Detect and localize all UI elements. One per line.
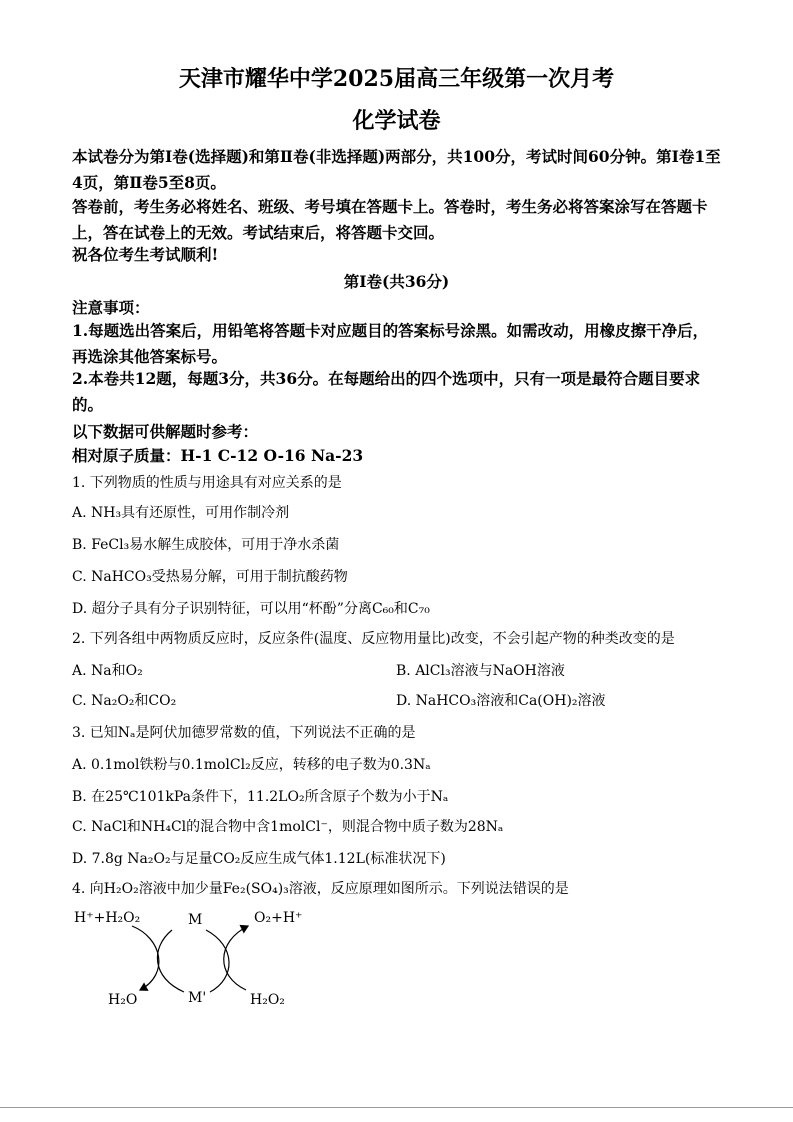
q1-option-b: B. FeCl₃易水解生成胶体，可用于净水杀菌	[72, 537, 340, 553]
diagram-label-bottom-right: H₂O₂	[250, 992, 285, 1008]
note-2: 2.本卷共12题，每题3分，共36分。在每题给出的四个选项中，只有一项是最符合题目要求的。	[72, 369, 701, 414]
q3-option-d: D. 7.8g Na₂O₂与足量CO₂反应生成气体1.12L(标准状况下)	[72, 851, 446, 867]
section-heading: 第Ⅰ卷(共36分)	[343, 272, 450, 291]
diagram-label-bottom-left: H₂O	[108, 992, 138, 1008]
q1-stem: 1. 下列物质的性质与用途具有对应关系的是	[72, 475, 342, 491]
q1-option-d: D. 超分子具有分子识别特征，可以用“杯酚”分离C₆₀和C₇₀	[72, 601, 430, 617]
q1-option-a: A. NH₃具有还原性，可用作制冷剂	[72, 505, 290, 521]
diagram-label-top-mid: M	[188, 912, 203, 928]
atomic-mass-line: 相对原子质量：H-1 C-12 O-16 Na-23	[72, 446, 364, 465]
reference-intro: 以下数据可供解题时参考：	[72, 422, 259, 441]
q2-option-d: D. NaHCO₃溶液和Ca(OH)₂溶液	[396, 693, 606, 709]
notes-label: 注意事项：	[72, 298, 150, 317]
q2-option-c: C. Na₂O₂和CO₂	[72, 693, 177, 709]
intro-paragraph-3: 祝各位考生考试顺利!	[72, 245, 219, 264]
q4-stem: 4. 向H₂O₂溶液中加少量Fe₂(SO₄)₃溶液，反应原理如图所示。下列说法错误的是	[72, 881, 569, 897]
exam-subtitle: 化学试卷	[352, 108, 441, 134]
diagram-label-top-right: O₂+H⁺	[254, 910, 303, 926]
q3-option-c: C. NaCl和NH₄Cl的混合物中含1molCl⁻，则混合物中质子数为28Nₐ	[72, 819, 504, 835]
intro-paragraph-2: 答卷前，考生务必将姓名、班级、考号填在答题卡上。答卷时，考生务必将答案涂写在答题卡上，答在试卷上的无效。考试结束后，将答题卡交回。	[72, 197, 708, 242]
diagram-label-top-left: H⁺+H₂O₂	[74, 910, 141, 926]
q3-option-b: B. 在25℃101kPa条件下，11.2LO₂所含原子个数为小于Nₐ	[72, 789, 449, 805]
q2-stem: 2. 下列各组中两物质反应时，反应条件(温度、反应物用量比)改变，不会引起产物的种类改变的是	[72, 631, 675, 647]
note-1: 1.每题选出答案后，用铅笔将答题卡对应题目的答案标号涂黑。如需改动，用橡皮擦干净后，再选涂其他答案标号。	[72, 321, 709, 366]
right-curve-arrow	[224, 926, 248, 990]
left-curve-arrow	[132, 926, 159, 990]
left-inner-curve	[157, 930, 184, 992]
q2-option-a: A. Na和O₂	[72, 663, 143, 679]
q3-stem: 3. 已知Nₐ是阿伏加德罗常数的值，下列说法不正确的是	[72, 725, 416, 741]
intro-paragraph-1: 本试卷分为第Ⅰ卷(选择题)和第Ⅱ卷(非选择题)两部分，共100分，考试时间60分钟。第Ⅰ卷1至4页，第Ⅱ卷5至8页。	[72, 147, 721, 192]
diagram-label-bottom-mid: M'	[188, 990, 207, 1006]
q3-option-a: A. 0.1mol铁粉与0.1molCl₂反应，转移的电子数为0.3Nₐ	[72, 757, 431, 773]
q2-option-b: B. AlCl₃溶液与NaOH溶液	[396, 663, 565, 679]
reaction-cycle-diagram	[60, 900, 320, 1020]
exam-title: 天津市耀华中学2025届高三年级第一次月考	[178, 66, 615, 92]
page-bottom-rule	[0, 1107, 793, 1108]
right-inner-curve	[206, 930, 229, 992]
q1-option-c: C. NaHCO₃受热易分解，可用于制抗酸药物	[72, 569, 348, 585]
